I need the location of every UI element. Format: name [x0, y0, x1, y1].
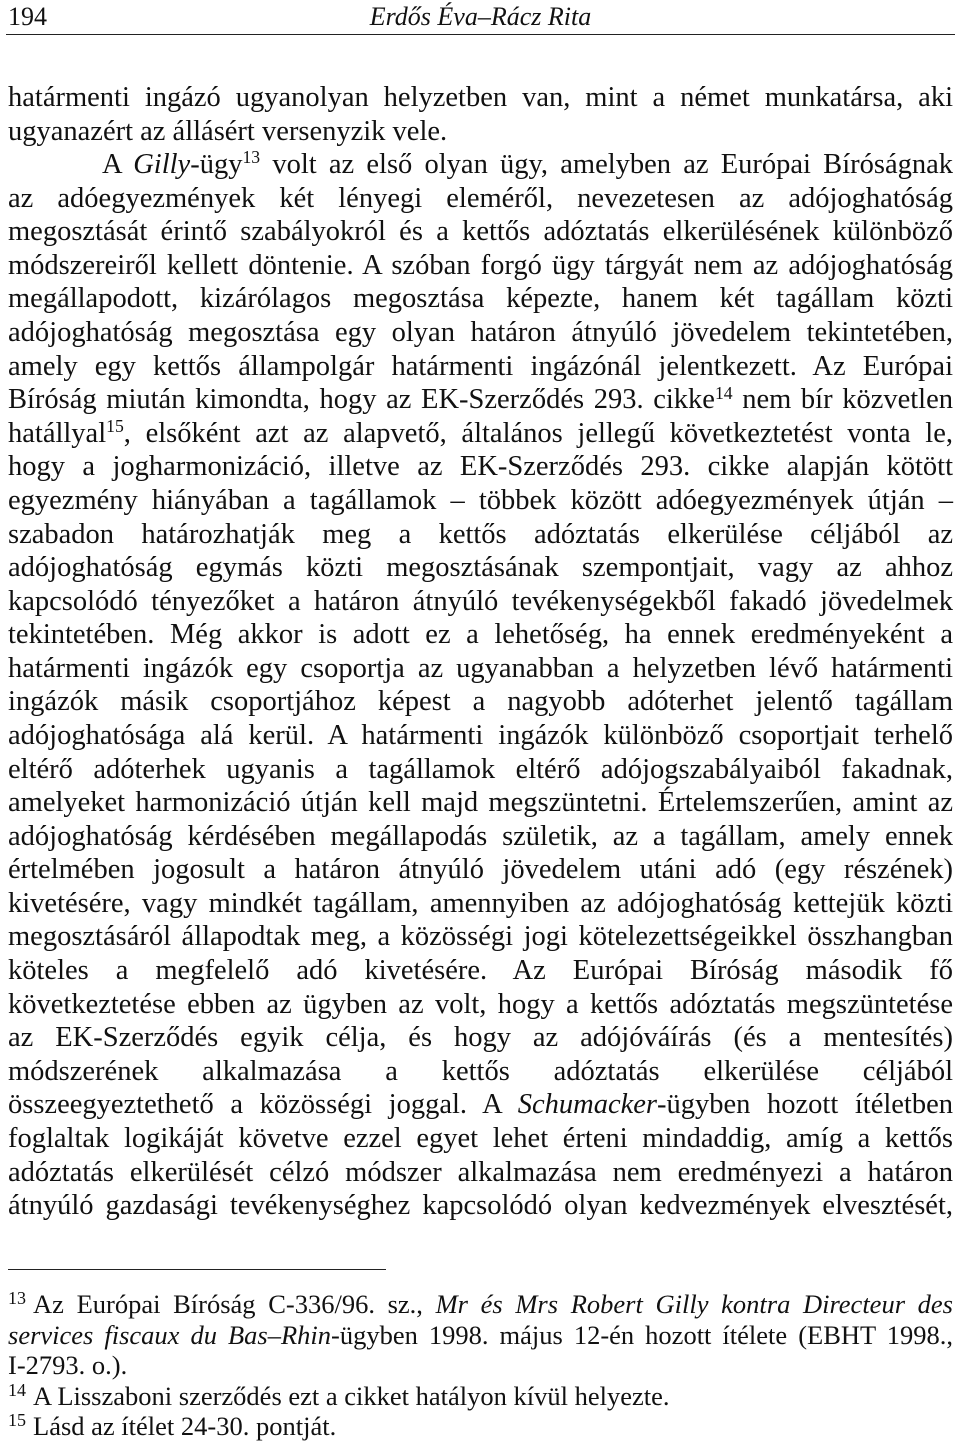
text-run: nem bír közvetlen [732, 384, 954, 416]
text-run: -ügyben hozott ítéletben [657, 1089, 953, 1121]
text-run: Bíróság miután kimondta, hogy az EK-Szerződés 293. cikke [8, 384, 715, 416]
text-line [8, 920, 953, 954]
footnote-separator [8, 1269, 386, 1270]
text-line [8, 350, 953, 384]
text-line [8, 1122, 953, 1156]
text-run: foglaltak logikáját követve ezzel egyet lehet érteni mindaddig, amíg a kettős [8, 1122, 953, 1154]
footnote-ref: 14 [714, 382, 733, 403]
text-run: ingázók másik csoportjához képest a nagyobb adóterhet jelentő tagállam [8, 686, 953, 718]
text-line [8, 1189, 953, 1223]
text-run: adójoghatóság egymás közti megosztásának szempontjait, vagy az ahhoz [8, 552, 953, 584]
italic-text: services fiscaux du Bas–Rhin [8, 1319, 332, 1350]
italic-text: Mr és Mrs Robert Gilly kontra Directeur des [435, 1289, 953, 1319]
body-text [8, 81, 953, 1223]
text-run: -ügy [190, 149, 243, 181]
text-run: megosztásáról állapodtak meg, a közösségi jogi kötelezettségeikkel összhangban [8, 921, 953, 953]
text-run: megállapodott, kizárólagos megosztása képezte, hanem két tagállam közti [8, 283, 953, 315]
footnotes [8, 1289, 953, 1442]
text-run: megosztását érintő szabályokról és a kettős adóztatás elkerülésének különböző [8, 216, 953, 248]
text-run: határmenti ingázók egy csoportja az ugyanabban a helyzetben lévő határmenti [8, 652, 953, 684]
page-number: 194 [8, 2, 47, 31]
text-run: módszerének alkalmazása a kettős adóztatás elkerülése céljából [8, 1055, 953, 1087]
text-run: volt az első olyan ügy, amelyben az Európai Bíróságnak [260, 149, 953, 181]
text-line [8, 484, 953, 518]
text-line [8, 585, 953, 619]
text-run: következtetése ebben az ügyben az volt, hogy a kettős adóztatás megszüntetése [8, 988, 953, 1020]
page-header [6, 0, 955, 35]
footnote [8, 1411, 953, 1442]
paragraph [8, 81, 953, 148]
text-run: A Lisszaboni szerződés ezt a cikket hatályon kívül helyezte. [33, 1380, 670, 1411]
footnote-ref: 15 [106, 416, 124, 437]
text-line [8, 853, 953, 887]
text-run: kivetésére, vagy mindkét tagállam, amennyiben az adójoghatóság kettejük közti [8, 887, 953, 919]
text-run: amely egy kettős állampolgár határmenti ingázónál jelentkezett. Az Európai [8, 350, 953, 382]
text-run: , elsőként azt az alapvető, általános jellegű következtetést vonta le, [123, 417, 953, 449]
text-line [8, 551, 953, 585]
italic-text: Schumacker [517, 1089, 657, 1121]
text-line [8, 450, 953, 484]
text-line [8, 719, 953, 753]
text-line [8, 652, 953, 686]
text-line [8, 518, 953, 552]
text-line [8, 753, 953, 787]
italic-text: Gilly [133, 149, 191, 181]
text-line [8, 1320, 953, 1351]
text-line [8, 182, 953, 216]
text-line [8, 1088, 953, 1122]
text-line [8, 618, 953, 652]
text-line [8, 988, 953, 1022]
text-run: adóztatás elkerülését célzó módszer alkalmazása nem eredményezi a határon [8, 1156, 953, 1188]
text-line [8, 887, 953, 921]
text-run: köteles a megfelelő adó kivetésére. Az Európai Bíróság második fő [8, 955, 953, 987]
text-run: Az Európai Bíróság C-336/96. sz., [33, 1289, 436, 1319]
text-line [8, 786, 953, 820]
text-run: adójoghatóság megosztása egy olyan határon átnyúló jövedelem tekintetében, [8, 317, 953, 349]
text-run: egyezmény hiányában a tagállamok – többek között adóegyezmények útján – [8, 484, 953, 516]
footnote-number: 15 [8, 1410, 27, 1430]
text-run: adójoghatóság kérdésében megállapodás születik, az a tagállam, amely ennek [8, 820, 953, 852]
text-line [8, 1350, 953, 1381]
text-run: szabadon határozhatják meg a kettős adóztatás elkerülése céljából az [8, 518, 953, 550]
text-run: határmenti ingázó ugyanolyan helyzetben van, mint a német munkatársa, aki [8, 82, 953, 113]
text-run: átnyúló gazdasági tevékenységhez kapcsolódó olyan kedvezmények elvesztését, [8, 1190, 953, 1222]
text-run: Lásd az ítélet 24-30. pontját. [33, 1411, 337, 1441]
text-run: ugyanazért az állásért versenyzik vele. [8, 115, 448, 147]
text-line [8, 820, 953, 854]
text-run: adójoghatósága alá kerül. A határmenti ingázók különböző csoportjait terhelő [8, 719, 953, 751]
running-title: Erdős Éva–Rácz Rita [369, 2, 592, 31]
text-line [8, 115, 953, 149]
text-line [8, 1381, 953, 1412]
text-line [8, 1411, 953, 1442]
text-line [8, 1156, 953, 1190]
text-run: tekintetében. Még akkor is adott ez a lehetőség, ha ennek eredményeként a [8, 619, 953, 651]
text-run: eltérő adóterhek ugyanis a tagállamok eltérő adójogszabályaiból fakadnak, [8, 753, 953, 785]
footnote [8, 1289, 953, 1381]
text-line [8, 282, 953, 316]
text-run: az adóegyezmények két lényegi eleméről, nevezetesen az adójoghatóság [8, 182, 953, 214]
text-line [8, 685, 953, 719]
text-line [8, 215, 953, 249]
footnote [8, 1381, 953, 1412]
text-line [8, 954, 953, 988]
text-line [8, 1289, 953, 1320]
text-line [8, 417, 953, 451]
text-run: értelmében jogosult a határon átnyúló jövedelem utáni adó (egy részének) [8, 854, 953, 886]
paragraph [8, 148, 953, 1223]
text-run: kapcsolódó tényezőket a határon átnyúló tevékenységekből fakadó jövedelmek [8, 585, 953, 617]
text-run: A [102, 149, 134, 181]
text-run: hogy a jogharmonizáció, illetve az EK-Szerződés 293. cikke alapján kötött [8, 451, 953, 483]
text-line [8, 249, 953, 283]
text-line [8, 316, 953, 350]
text-run: amelyeket harmonizáció útján kell majd megszüntetni. Értelemszerűen, amint az [8, 787, 953, 819]
footnote-number: 13 [8, 1288, 27, 1308]
text-line [8, 1021, 953, 1055]
text-line [8, 1055, 953, 1089]
text-run: módszereiről kellett döntenie. A szóban forgó ügy tárgyát nem az adójoghatóság [8, 249, 953, 281]
text-run: -ügyben 1998. május 12-én hozott ítélete (EBHT 1998., [331, 1319, 953, 1350]
text-run: az EK-Szerződés egyik célja, és hogy az adójóváírás (és a mentesítés) [8, 1022, 953, 1054]
text-run: összeegyeztethető a közösségi joggal. A [8, 1089, 518, 1121]
footnote-number: 14 [8, 1379, 27, 1400]
footnote-ref: 13 [242, 147, 261, 168]
text-line [8, 148, 953, 182]
text-run: hatállyal [8, 417, 107, 449]
text-line [8, 383, 953, 417]
text-run: I-2793. o.). [8, 1350, 128, 1380]
text-line [8, 81, 953, 115]
